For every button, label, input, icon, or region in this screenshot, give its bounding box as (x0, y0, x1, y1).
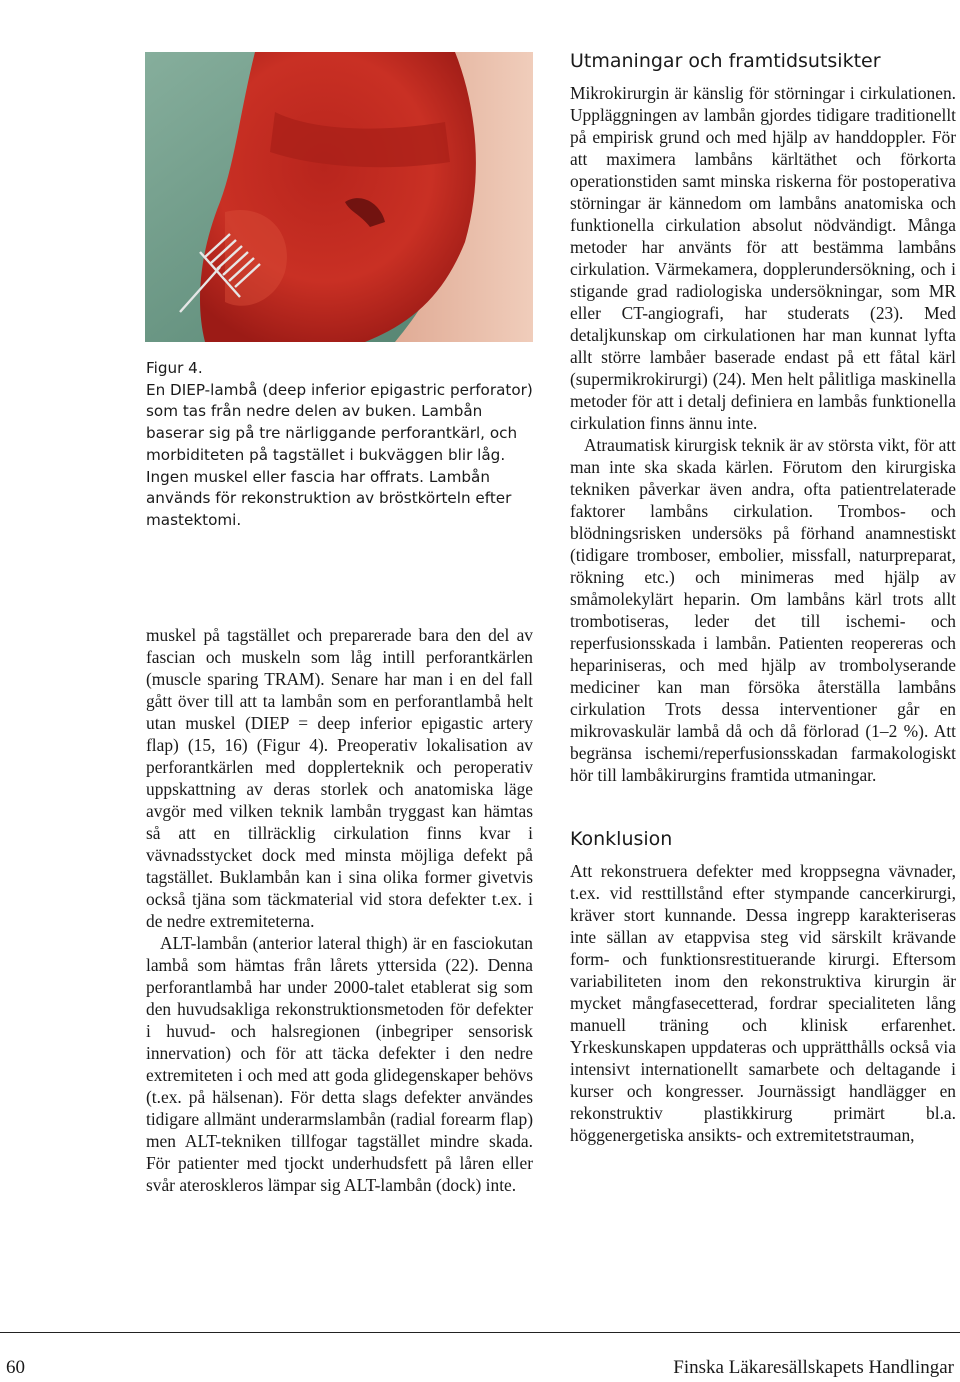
body-paragraph: muskel på tagstället och preparerade bara den del av fascian och muskeln som låg intill perforantkärlen (muscle sparing TRAM). Senare har man i en del fall gått över till att ta lambån som en perforantlambå helt utan muskel (DIEP = deep inferior epigastic artery flap) (15, 16) (Figur 4). Preoperativ lokalisation av perforantkärlen med dopplerteknik och peroperativ uppskattning av deras storlek och anatomiska läge avgör med vilken teknik lambån tryggast kan hämtas så att en tillräcklig cirkulation finns kvar i vävnadsstycket dock med minsta möjliga defekt på tagstället. Buklambån kan i sina olika former givetvis också tjäna som täckmaterial vid stora defekter t.ex. i de nedre extremiteterna. (146, 625, 533, 931)
section-body-challenges (570, 82, 956, 786)
surgical-flap-image (145, 52, 533, 342)
left-column-body (146, 624, 533, 1196)
figure-4-photo (145, 52, 533, 342)
page-number: 60 (6, 1357, 25, 1378)
section-heading-challenges: Utmaningar och framtidsutsikter (570, 50, 881, 72)
section-heading-conclusion: Konklusion (570, 828, 673, 850)
right-column (570, 48, 956, 1146)
section-body-conclusion (570, 860, 956, 1146)
footer-divider (0, 1332, 960, 1333)
body-paragraph: Mikrokirurgin är känslig för störningar i cirkulationen. Uppläggningen av lambån gjordes tidigare traditionellt på empirisk grund och med hjälp av handdoppler. För att maximera lambåns kärltäthet och förkorta operationstiden samt minska riskerna för postoperativa störningar är kännedom om lambåns anatomiska och funktionella cirkulation absolut nödvändigt. Många metoder har använts för att bestämma lambåns cirkulation. Värmekamera, dopplerundersökning, och i stigande grad radiologiska undersökningar, som MR eller CT-angiografi, har studerats (23). Med detaljkunskap om cirkulationen har man kunnat lyfta allt större lambåer baserade endast på ett fåtal kärl (supermikrokirurgi) (24). Men helt pålitliga maskinella metoder för att i detalj definiera en lambås funktionella cirkulation finns ännu inte. (570, 83, 956, 433)
figure-caption (146, 358, 536, 532)
journal-name: Finska Läkaresällskapets Handlingar (673, 1357, 954, 1378)
body-paragraph: Atraumatisk kirurgisk teknik är av största vikt, för att man inte ska skada kärlen. Förutom den kirurgiska tekniken påverkar även andra, ofta patientrelaterade faktorer lambåns cirkulation. Trombos- och blödningsrisken undersöks på förhand anamnestiskt (tidigare tromboser, embolier, missfall, naturpreparat, rökning etc.) och minimeras med hjälp av småmolekylärt heparin. Om lambåns kärl trots allt trombotiseras, leder det till ischemi- och reperfusionsskada i lambån. Patienten reopereras och hepariniseras, och med hjälp av trombolyserande mediciner kan man försöka återställa lambåns cirkulation Trots dessa interventioner går en mikrovaskulär lambå då och då förlorad (1–2 %). Att begränsa ischemi/reperfusionsskadan farmakologiskt hör till lambåkirurgins framtida utmaningar. (570, 435, 956, 785)
figure-caption-text: En DIEP-lambå (deep inferior epigastric perforator) som tas från nedre delen av buken. Lambån baserar sig på tre närliggande perforantkärl, och morbiditeten på tagstället i bukväggen blir låg. Ingen muskel eller fascia har offrats. Lambån används för rekonstruktion av bröstkörteln efter mastektomi. (146, 380, 533, 529)
body-paragraph: ALT-lambån (anterior lateral thigh) är en fasciokutan lambå som hämtas från lårets yttersida (22). Denna perforantlambå har under 2000-talet etablerat sig som den huvudsakliga rekonstruktionsmetoden för defekter i huvud- och halsregionen (inbegriper sensorisk innervation) och för att täcka defekter i den nedre extremiteten i och med att goda glidegenskaper behövs (t.ex. på hälsenan). För detta slags defekter användes tidigare allmänt underarmslambån (radial forearm flap) men ALT-tekniken tillfogar tagstället mindre skada. För patienter med tjockt underhudsfett på låren eller svår ateroskleros lämpar sig ALT-lambån (dock) inte. (146, 933, 533, 1195)
figure-label: Figur 4. (146, 359, 203, 377)
body-paragraph: Att rekonstruera defekter med kroppsegna vävnader, t.ex. vid resttillstånd efter stympande cancerkirurgi, kräver stort kunnande. Dessa ingrepp karakteriseras inte sällan av etappvisa steg vid särskilt krävande form- och funktionsrestituerande kirurgi. Eftersom variabiliteten inom den rekonstruktiva kirurgin är mycket mångfasecetterad, fordrar specialiteten lång manuell träning och klinisk erfarenhet. Yrkeskunskapen uppdateras och upprätthålls också via intensivt internationellt samarbete och deltagande i kurser och kongresser. Journässigt handlägger en rekonstruktiv plastikkirurg primärt bl.a. höggenergetiska ansikts- och extremitetstrauman, (570, 861, 956, 1145)
